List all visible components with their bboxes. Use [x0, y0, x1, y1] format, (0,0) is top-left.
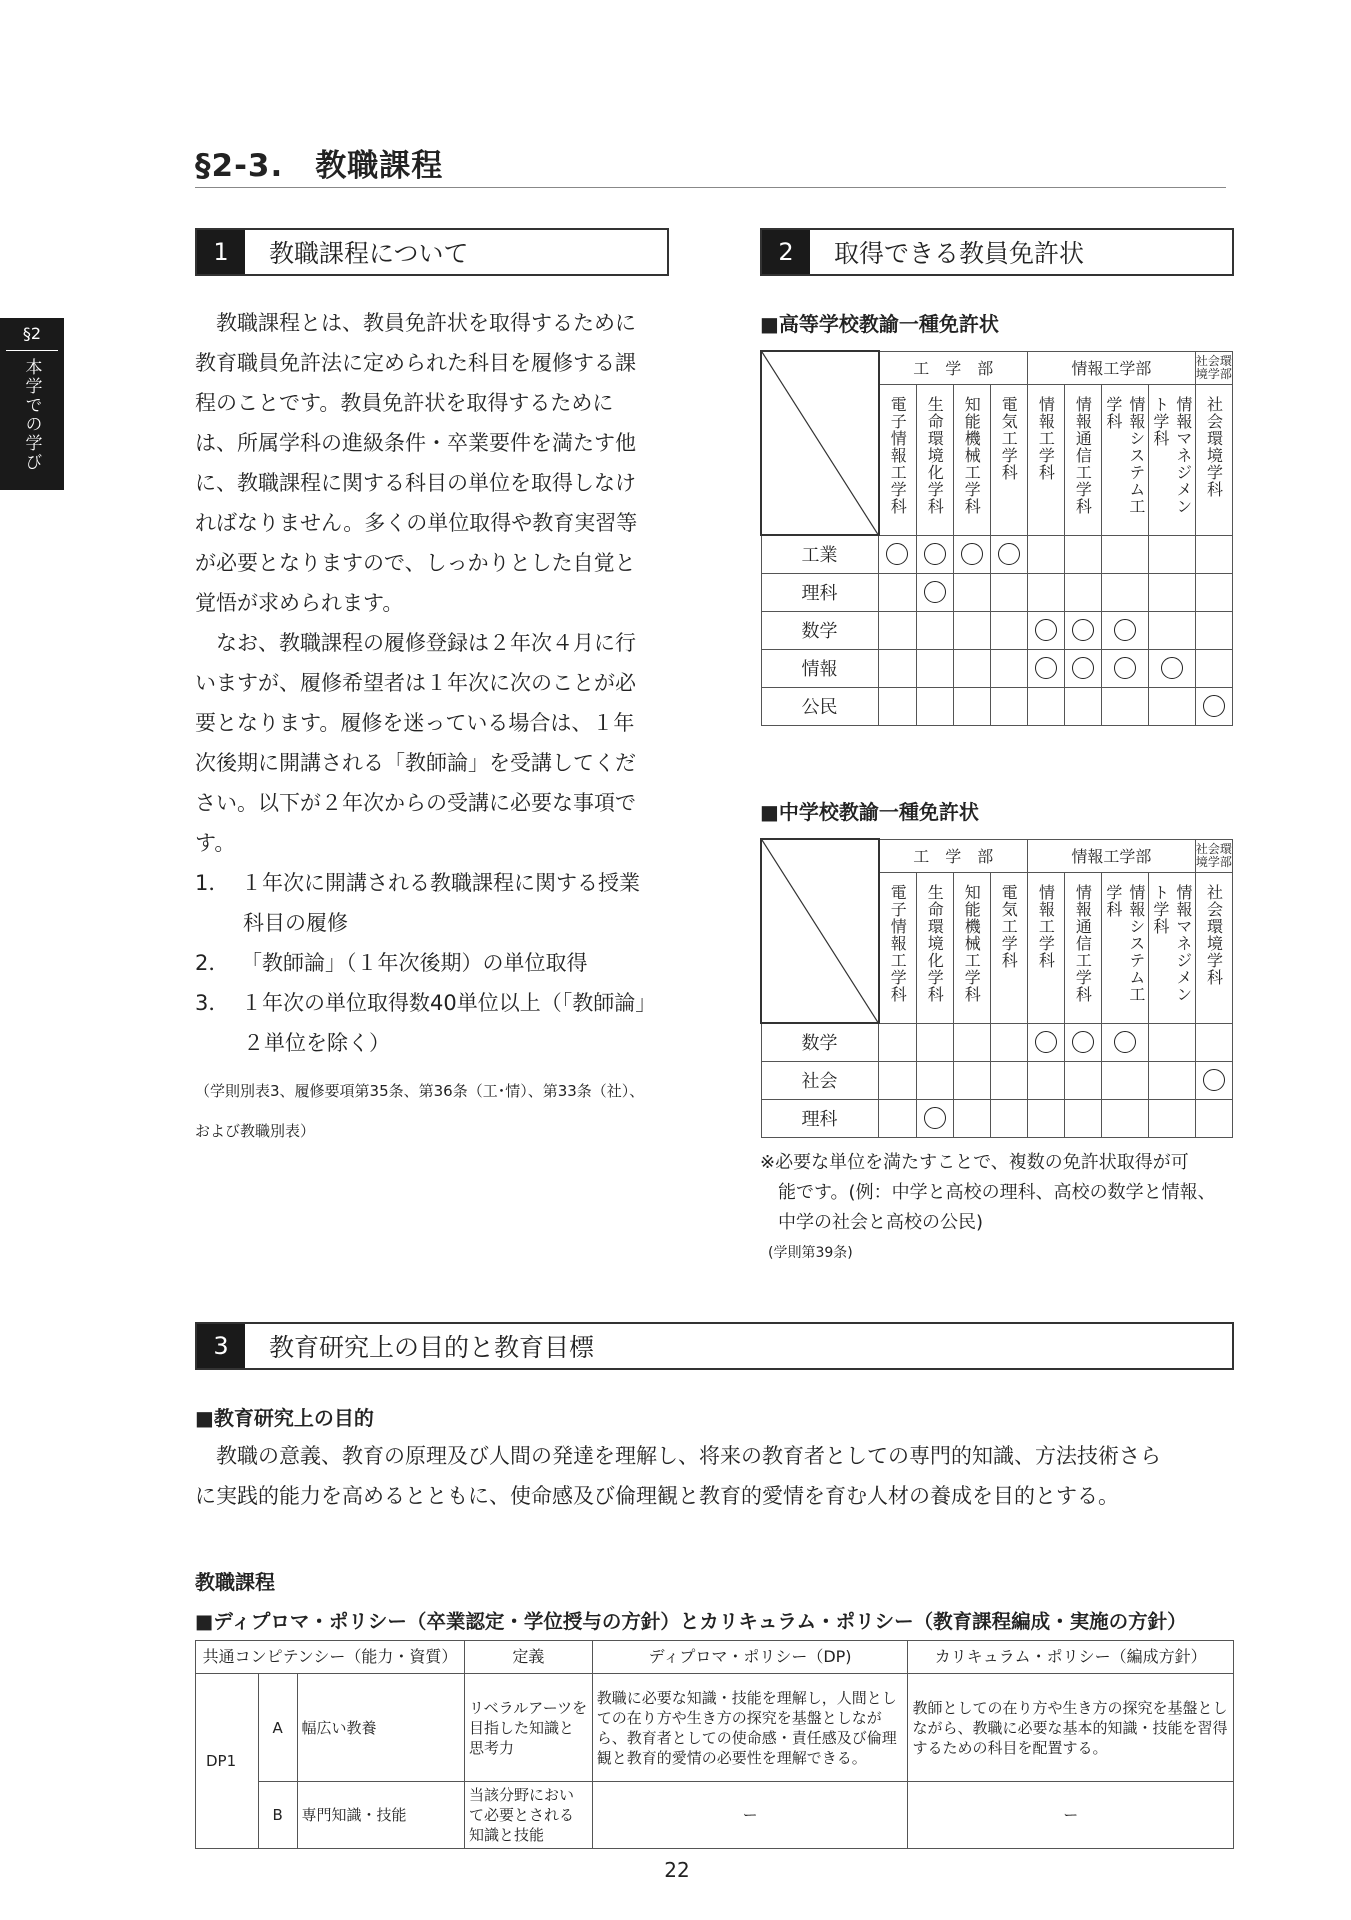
circle-mark-icon — [1203, 695, 1225, 717]
department-header: 知能機械工学科 — [962, 395, 982, 515]
license-cell — [1195, 1023, 1232, 1061]
department-header: 情報通信工学科 — [1073, 395, 1093, 515]
policy-row-curriculum: ー — [908, 1782, 1234, 1849]
left-note — [195, 1071, 715, 1151]
junior-high-heading: ■中学校教諭一種免許状 — [760, 800, 979, 824]
policy-header-curriculum: カリキュラム・ポリシー（編成方針） — [908, 1641, 1234, 1674]
policy-header-competency: 共通コンピテンシー（能力・資質） — [196, 1641, 465, 1674]
body-line: に、教職課程に関する科目の単位を取得しなけ — [195, 471, 636, 495]
license-cell — [990, 1023, 1027, 1061]
section-2-number: 2 — [762, 230, 810, 274]
license-cell — [990, 649, 1027, 687]
table-row — [761, 687, 1233, 725]
right-note — [760, 1148, 1240, 1268]
list-item — [195, 863, 675, 943]
license-cell — [1101, 1023, 1148, 1061]
body-line: す。 — [195, 831, 236, 855]
subject-label: 数学 — [761, 1023, 879, 1061]
faculty-group-header: 情報工学部 — [1027, 839, 1195, 872]
section-2-title: 取得できる教員免許状 — [834, 239, 1085, 268]
license-cell — [1101, 573, 1148, 611]
policy-row-diploma: 教職に必要な知識・技能を理解し，人間としての在り方や生き方の探究を基盤としながら、教育者としての使命感・責任感及び倫理観と教育的愛情の必要性を理解できる。 — [592, 1674, 908, 1782]
body-line: 教職課程とは、教員免許状を取得するために — [195, 311, 636, 335]
policy-row-code: B — [258, 1782, 297, 1849]
right-note-line: 能です。(例：中学と高校の理科、高校の数学と情報、 — [778, 1182, 1216, 1203]
department-header: 情報システム工学科 — [1103, 883, 1146, 1003]
license-cell — [1064, 573, 1101, 611]
body-line: 覚悟が求められます。 — [195, 591, 404, 615]
right-note-line: 中学の社会と高校の公民) — [778, 1212, 984, 1233]
license-cell — [879, 687, 917, 725]
department-header: 電気工学科 — [999, 883, 1019, 969]
department-header: 情報通信工学科 — [1073, 883, 1093, 1003]
table-row — [761, 649, 1233, 687]
license-cell — [1027, 535, 1064, 573]
side-tab-divider — [6, 350, 58, 351]
license-cell — [1027, 1099, 1064, 1137]
license-cell — [1101, 687, 1148, 725]
policy-header-definition: 定義 — [464, 1641, 592, 1674]
license-cell — [1064, 1061, 1101, 1099]
body-line: が必要となりますので、しっかりとした自覚と — [195, 551, 636, 575]
circle-mark-icon — [1072, 657, 1094, 679]
list-item — [195, 943, 675, 983]
license-cell — [916, 573, 953, 611]
department-header: 情報工学科 — [1036, 883, 1056, 969]
requirements-list — [195, 863, 675, 1063]
license-cell — [1148, 611, 1195, 649]
circle-mark-icon — [1035, 619, 1057, 641]
circle-mark-icon — [961, 543, 983, 565]
license-cell — [990, 1061, 1027, 1099]
left-note-line: および教職別表） — [195, 1122, 316, 1140]
table-row — [761, 1061, 1233, 1099]
body-line: 要となります。履修を迷っている場合は、１年 — [195, 711, 635, 735]
page-number-rule — [660, 1848, 694, 1849]
circle-mark-icon — [886, 543, 908, 565]
circle-mark-icon — [1161, 657, 1183, 679]
section-3-title: 教育研究上の目的と教育目標 — [269, 1333, 595, 1362]
license-cell — [1195, 1061, 1232, 1099]
license-cell — [1195, 649, 1232, 687]
table-row — [761, 535, 1233, 573]
section-1-title: 教職課程について — [269, 239, 469, 268]
license-cell — [916, 1061, 953, 1099]
policy-heading: ■ディプロマ・ポリシー（卒業認定・学位授与の方針）とカリキュラム・ポリシー（教育課程編成・実施の方針） — [195, 1610, 1187, 1633]
body-line: さい。以下が２年次からの受講に必要な事項で — [195, 791, 636, 815]
body-line: ればなりません。多くの単位取得や教育実習等 — [195, 511, 638, 535]
subject-label: 公民 — [761, 687, 879, 725]
high-school-license-table — [760, 350, 1233, 726]
policy-header-diploma: ディプロマ・ポリシー（DP) — [592, 1641, 908, 1674]
table-row — [761, 611, 1233, 649]
license-cell — [1148, 573, 1195, 611]
purpose-heading: ■教育研究上の目的 — [195, 1406, 374, 1430]
section-1-number: 1 — [197, 230, 245, 274]
subject-label: 工業 — [761, 535, 879, 573]
subject-label: 理科 — [761, 573, 879, 611]
circle-mark-icon — [1072, 619, 1094, 641]
license-cell — [1148, 687, 1195, 725]
department-header: 情報システム工学科 — [1103, 395, 1146, 515]
body-line: 教育職員免許法に定められた科目を履修する課 — [195, 351, 636, 375]
license-cell — [916, 611, 953, 649]
license-cell — [990, 611, 1027, 649]
page-number: 22 — [664, 1858, 690, 1882]
license-cell — [1027, 573, 1064, 611]
high-school-heading: ■高等学校教諭一種免許状 — [760, 312, 999, 336]
license-cell — [953, 687, 990, 725]
license-cell — [1101, 649, 1148, 687]
policy-row-curriculum: 教師としての在り方や生き方の探究を基盤としながら、教職に必要な基本的知識・技能を習得するための科目を配置する。 — [908, 1674, 1234, 1782]
license-cell — [879, 1061, 917, 1099]
table-row — [761, 573, 1233, 611]
circle-mark-icon — [1035, 1031, 1057, 1053]
circle-mark-icon — [924, 543, 946, 565]
license-cell — [953, 573, 990, 611]
purpose-text — [195, 1436, 1245, 1516]
policy-row-definition: リベラルアーツを目指した知識と思考力 — [464, 1674, 592, 1782]
body-line: 程のことです。教員免許状を取得するために — [195, 391, 614, 415]
table-corner-diagonal — [761, 839, 879, 1023]
department-header: 社会環境学科 — [1204, 883, 1224, 986]
license-cell — [953, 1099, 990, 1137]
license-cell — [1148, 1061, 1195, 1099]
license-cell — [1148, 535, 1195, 573]
section-3-header — [195, 1322, 1234, 1370]
title-rule — [195, 187, 1226, 188]
faculty-group-header: 社会環境学部 — [1195, 839, 1232, 872]
circle-mark-icon — [1203, 1069, 1225, 1091]
license-cell — [1101, 1099, 1148, 1137]
license-cell — [1064, 687, 1101, 725]
policy-row-code: A — [258, 1674, 297, 1782]
faculty-group-header: 社会環境学部 — [1195, 351, 1232, 384]
license-cell — [879, 649, 917, 687]
license-cell — [879, 573, 917, 611]
course-label: 教職課程 — [195, 1570, 275, 1594]
department-header: 電子情報工学科 — [888, 883, 908, 1003]
license-cell — [1101, 611, 1148, 649]
license-cell — [1064, 1023, 1101, 1061]
policy-row-name: 幅広い教養 — [297, 1674, 464, 1782]
license-cell — [1027, 687, 1064, 725]
section-2-header — [760, 228, 1234, 276]
license-cell — [953, 611, 990, 649]
faculty-group-header: 工 学 部 — [879, 839, 1028, 872]
side-tab-label: 本学での学び — [21, 358, 42, 472]
license-cell — [1101, 1061, 1148, 1099]
department-header: 知能機械工学科 — [962, 883, 982, 1003]
circle-mark-icon — [924, 1107, 946, 1129]
circle-mark-icon — [1114, 657, 1136, 679]
purpose-line: 教職の意義、教育の原理及び人間の発達を理解し、将来の教育者としての専門的知識、方法技術さら — [195, 1444, 1161, 1468]
section-1-header — [195, 228, 669, 276]
right-note-line: ※必要な単位を満たすことで、複数の免許状取得が可 — [760, 1152, 1189, 1173]
list-item-number: 2． — [195, 951, 230, 975]
license-cell — [1148, 1023, 1195, 1061]
policy-table — [195, 1640, 1234, 1849]
license-cell — [953, 1023, 990, 1061]
junior-high-license-table — [760, 838, 1233, 1138]
license-cell — [1148, 1099, 1195, 1137]
policy-dp-code: DP1 — [196, 1674, 259, 1849]
list-item-number: 1． — [195, 871, 230, 895]
list-item-text: １年次の単位取得数40単位以上（「教師論」 — [241, 991, 657, 1015]
license-cell — [1064, 535, 1101, 573]
section-3-number: 3 — [197, 1324, 245, 1368]
circle-mark-icon — [1114, 619, 1136, 641]
table-corner-diagonal — [761, 351, 879, 535]
license-cell — [1064, 649, 1101, 687]
subject-label: 情報 — [761, 649, 879, 687]
left-note-line: （学則別表3、履修要項第35条、第36条（工･情）、第33条（社）、 — [195, 1082, 645, 1100]
license-cell — [1148, 649, 1195, 687]
license-cell — [953, 649, 990, 687]
list-item-number: 3． — [195, 991, 230, 1015]
subject-label: 理科 — [761, 1099, 879, 1137]
left-body-text — [195, 303, 675, 863]
license-cell — [916, 535, 953, 573]
body-line: 次後期に開講される「教師論」を受講してくだ — [195, 751, 636, 775]
license-cell — [1195, 1099, 1232, 1137]
license-cell — [1027, 1023, 1064, 1061]
license-cell — [1195, 611, 1232, 649]
faculty-group-header: 工 学 部 — [879, 351, 1028, 384]
subject-label: 社会 — [761, 1061, 879, 1099]
list-item — [195, 983, 675, 1063]
subject-label: 数学 — [761, 611, 879, 649]
license-cell — [1027, 611, 1064, 649]
page-title: §2-3. 教職課程 — [195, 148, 444, 184]
license-cell — [953, 535, 990, 573]
table-row — [761, 1023, 1233, 1061]
license-cell — [990, 535, 1027, 573]
department-header: 電子情報工学科 — [888, 395, 908, 515]
faculty-group-header: 情報工学部 — [1027, 351, 1195, 384]
license-cell — [1064, 1099, 1101, 1137]
policy-row-diploma: ー — [592, 1782, 908, 1849]
circle-mark-icon — [1114, 1031, 1136, 1053]
side-tab-section: §2 — [22, 324, 42, 343]
license-cell — [916, 1099, 953, 1137]
list-item-text: 科目の履修 — [243, 911, 348, 935]
policy-row-name: 専門知識・技能 — [297, 1782, 464, 1849]
department-header: 情報マネジメント学科 — [1150, 395, 1193, 515]
department-header: 電気工学科 — [999, 395, 1019, 481]
license-cell — [879, 1099, 917, 1137]
department-header: 生命環境化学科 — [925, 395, 945, 515]
circle-mark-icon — [1072, 1031, 1094, 1053]
section-side-tab — [0, 318, 64, 490]
license-cell — [916, 687, 953, 725]
license-cell — [1101, 535, 1148, 573]
license-cell — [990, 573, 1027, 611]
right-note-reference: (学則第39条) — [768, 1245, 853, 1261]
license-cell — [953, 1061, 990, 1099]
department-header: 情報マネジメント学科 — [1150, 883, 1193, 1003]
license-cell — [1195, 687, 1232, 725]
department-header: 情報工学科 — [1036, 395, 1056, 481]
list-item-text: ２単位を除く） — [243, 1031, 390, 1055]
department-header: 生命環境化学科 — [925, 883, 945, 1003]
policy-row-definition: 当該分野において必要とされる知識と技能 — [464, 1782, 592, 1849]
circle-mark-icon — [924, 581, 946, 603]
license-cell — [1195, 535, 1232, 573]
department-header: 社会環境学科 — [1204, 395, 1224, 498]
license-cell — [1195, 573, 1232, 611]
license-cell — [879, 1023, 917, 1061]
circle-mark-icon — [1035, 657, 1057, 679]
table-row — [761, 1099, 1233, 1137]
license-cell — [879, 611, 917, 649]
license-cell — [990, 1099, 1027, 1137]
body-line: いますが、履修希望者は１年次に次のことが必 — [195, 671, 636, 695]
list-item-text: １年次に開講される教職課程に関する授業 — [241, 871, 640, 895]
license-cell — [879, 535, 917, 573]
body-line: は、所属学科の進級条件・卒業要件を満たす他 — [195, 431, 636, 455]
license-cell — [916, 1023, 953, 1061]
license-cell — [916, 649, 953, 687]
license-cell — [1027, 649, 1064, 687]
license-cell — [1027, 1061, 1064, 1099]
license-cell — [1064, 611, 1101, 649]
license-cell — [990, 687, 1027, 725]
body-line: なお、教職課程の履修登録は２年次４月に行 — [195, 631, 636, 655]
purpose-line: に実践的能力を高めるとともに、使命感及び倫理観と教育的愛情を育む人材の養成を目的とする。 — [195, 1484, 1119, 1508]
list-item-text: 「教師論」（１年次後期）の単位取得 — [241, 951, 588, 975]
circle-mark-icon — [998, 543, 1020, 565]
